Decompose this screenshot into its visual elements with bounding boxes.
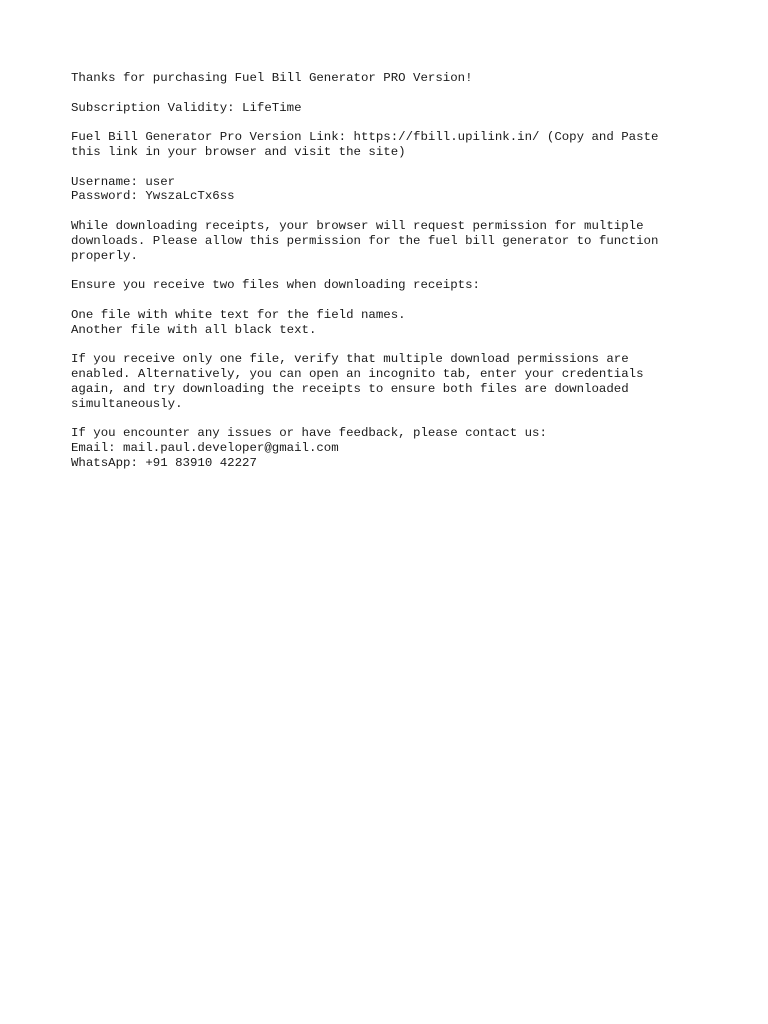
validity-paragraph bbox=[71, 101, 711, 116]
one-file-paragraph bbox=[71, 352, 711, 411]
file-line-1: One file with white text for the field names. bbox=[71, 307, 406, 322]
link-line-2: this link in your browser and visit the site) bbox=[71, 144, 406, 159]
permission-line-2: downloads. Please allow this permission for the fuel bill generator to function bbox=[71, 233, 659, 248]
contact-email-line: Email: mail.paul.developer@gmail.com bbox=[71, 440, 339, 455]
one-file-line-4: simultaneously. bbox=[71, 396, 183, 411]
contact-paragraph bbox=[71, 426, 711, 470]
username-line: Username: user bbox=[71, 174, 176, 189]
thanks-line: Thanks for purchasing Fuel Bill Generator PRO Version! bbox=[71, 71, 473, 85]
contact-intro-line: If you encounter any issues or have feedback, please contact us: bbox=[71, 426, 547, 441]
ensure-line: Ensure you receive two files when downloading receipts: bbox=[71, 278, 480, 293]
password-line: Password: YwszaLcTx6ss bbox=[71, 189, 235, 204]
one-file-line-2: enabled. Alternatively, you can open an incognito tab, enter your credentials bbox=[71, 366, 644, 381]
ensure-paragraph bbox=[71, 278, 711, 293]
document-body bbox=[71, 71, 711, 485]
contact-whatsapp-line: WhatsApp: +91 83910 42227 bbox=[71, 455, 257, 470]
validity-line: Subscription Validity: LifeTime bbox=[71, 100, 302, 115]
thanks-paragraph bbox=[71, 71, 711, 86]
files-paragraph bbox=[71, 308, 711, 338]
link-line-1: Fuel Bill Generator Pro Version Link: https://fbill.upilink.in/ (Copy and Paste bbox=[71, 130, 659, 145]
permission-line-3: properly. bbox=[71, 248, 138, 263]
permission-paragraph bbox=[71, 219, 711, 263]
permission-line-1: While downloading receipts, your browser will request permission for multiple bbox=[71, 218, 644, 233]
credentials-paragraph bbox=[71, 175, 711, 205]
one-file-line-3: again, and try downloading the receipts to ensure both files are downloaded bbox=[71, 381, 629, 396]
file-line-2: Another file with all black text. bbox=[71, 322, 317, 337]
link-paragraph bbox=[71, 130, 711, 160]
one-file-line-1: If you receive only one file, verify that multiple download permissions are bbox=[71, 352, 629, 367]
